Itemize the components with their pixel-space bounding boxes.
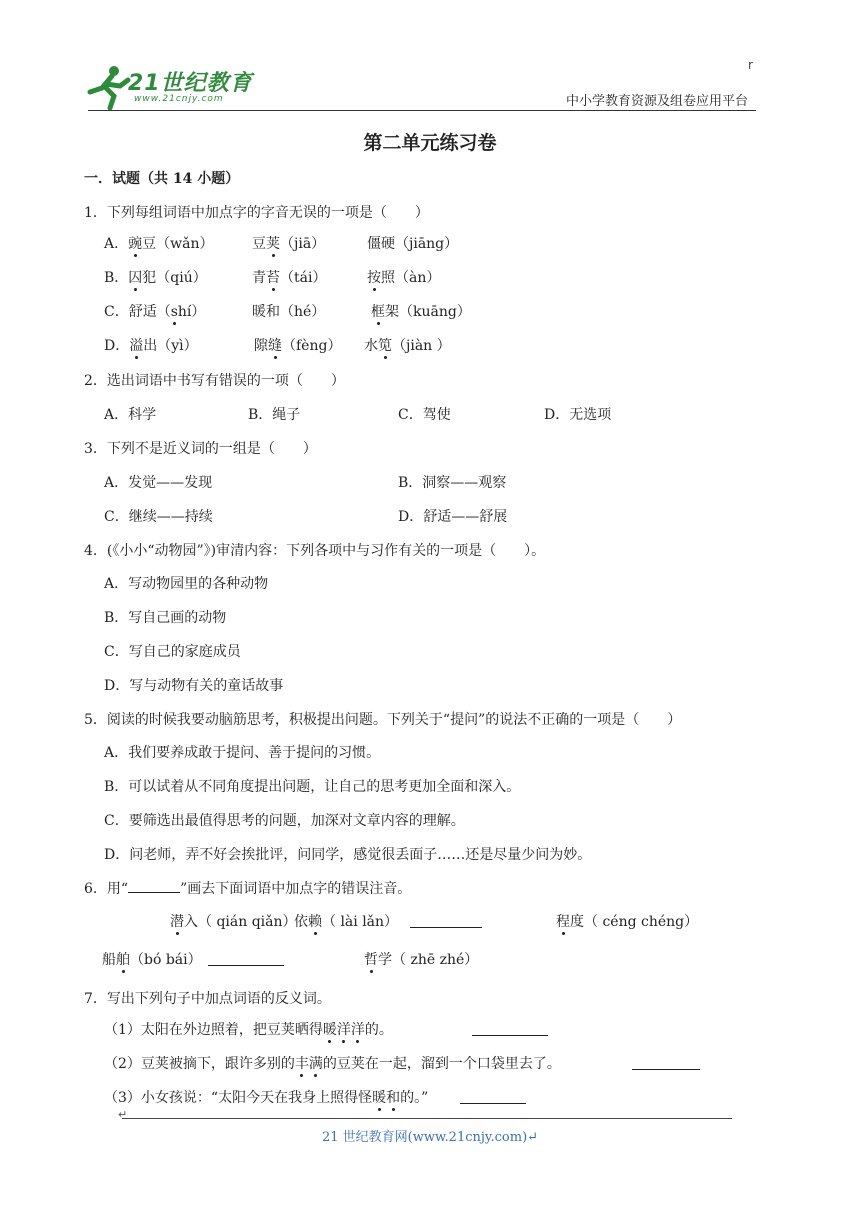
q1-stem: 1．下列每组词语中加点字的字音无误的一项是（ ） [84,205,429,221]
q1-option-c-2: 暖和（hé） [252,304,326,320]
q1-option-c: C．舒适（shí） [104,304,206,320]
q4-option-b: B．写自己画的动物 [104,610,227,626]
q3-option-d: D．舒适——舒展 [398,509,508,525]
q2-option-b: B．绳子 [248,407,301,423]
logo-url: www.21cnjy.com [134,94,224,104]
q7-sentence-2: （2）豆荚被摘下，跟许多别的丰满的豆荚在一起，溜到一个口袋里去了。 [104,1056,561,1072]
q6-item-2: 依赖（ lài lǎn） [294,914,399,930]
q1-option-b: B．囚犯（qiú） [104,270,207,286]
q4-option-a: A．写动物园里的各种动物 [104,576,269,592]
header-divider [88,110,756,111]
q7-sentence-1: （1）太阳在外边照着，把豆荚晒得暖洋洋的。 [104,1022,393,1038]
q1-option-b-3: 按照（àn） [367,270,441,286]
q6-item-4: 船舶（bó bái） [102,952,202,968]
q1-option-d-2: 隙缝（fèng） [254,338,342,354]
q2-stem: 2．选出词语中书写有错误的一项（ ） [84,373,345,389]
q2-option-d: D．无选项 [544,407,612,423]
q6-item-1: 潜入（ qián qiǎn） [170,914,297,930]
q3-option-c: C．继续——持续 [104,509,213,525]
page-title: 第二单元练习卷 [363,132,497,154]
footer-divider [122,1118,732,1119]
platform-name: 中小学教育资源及组卷应用平台 [566,94,749,109]
q3-stem: 3．下列不是近义词的一组是（ ） [84,441,317,457]
q5-option-a: A．我们要养成敢于提问、善于提问的习惯。 [104,745,381,761]
q7-answer-blank-3[interactable] [460,1089,526,1104]
q4-stem: 4．(《小小“动物园”》)审清内容：下列各项中与习作有关的一项是（ ）。 [84,543,546,559]
q6-item-3: 程度（ céng chéng） [556,914,699,930]
q4-option-c: C．写自己的家庭成员 [104,644,241,660]
q5-option-c: C．要筛选出最值得思考的问题，加深对文章内容的理解。 [104,813,465,829]
q6-item-5: 哲学（ zhē zhé） [364,952,479,968]
footer-return-mark: ↵ [118,1108,128,1121]
logo-text: 21世纪教育 [128,71,253,96]
q5-option-b: B．可以试着从不同角度提出问题，让自己的思考更加全面和深入。 [104,779,521,795]
q6-stem: 6．用“ ”画去下面词语中加点字的错误注音。 [84,878,411,898]
q1-option-a: A．豌豆（wǎn） [104,236,214,252]
footer-text: 21 世纪教育网(www.21cnjy.com)↵ [321,1130,539,1145]
q1-option-c-3: 框架（kuāng） [371,304,471,320]
section-heading: 一．试题（共 14 小题） [84,171,240,187]
q2-option-c: C．驾使 [398,407,451,423]
q7-stem: 7．写出下列句子中加点词语的反义词。 [84,991,331,1007]
q5-option-d: D．问老师，弄不好会挨批评，问同学，感觉很丢面子……还是尽量少问为妙。 [104,847,592,863]
q1-option-b-2: 青苔（tái） [252,270,327,286]
corner-mark: r [748,58,753,72]
q6-answer-blank-1[interactable] [410,913,482,928]
q1-option-a-3: 僵硬（jiāng） [367,236,459,252]
q6-answer-blank-2[interactable] [208,951,284,966]
q1-option-a-2: 豆荚（jiā） [252,236,326,252]
q4-option-d: D．写与动物有关的童话故事 [104,678,284,694]
q7-answer-blank-1[interactable] [472,1021,548,1036]
q1-option-d: D．溢出（yì） [104,338,198,354]
q2-option-a: A．科学 [104,407,157,423]
q3-option-a: A．发觉——发现 [104,475,213,491]
q3-option-b: B．洞察——观察 [398,475,507,491]
q5-stem: 5．阅读的时候我要动脑筋思考，积极提出问题。下列关于“提问”的说法不正确的一项是（ ） [84,712,682,728]
q7-answer-blank-2[interactable] [632,1055,700,1070]
q7-sentence-3: （3）小女孩说：“太阳今天在我身上照得怪暖和的。” [104,1090,429,1106]
q1-option-d-3: 水笕（jiàn ） [364,338,451,354]
